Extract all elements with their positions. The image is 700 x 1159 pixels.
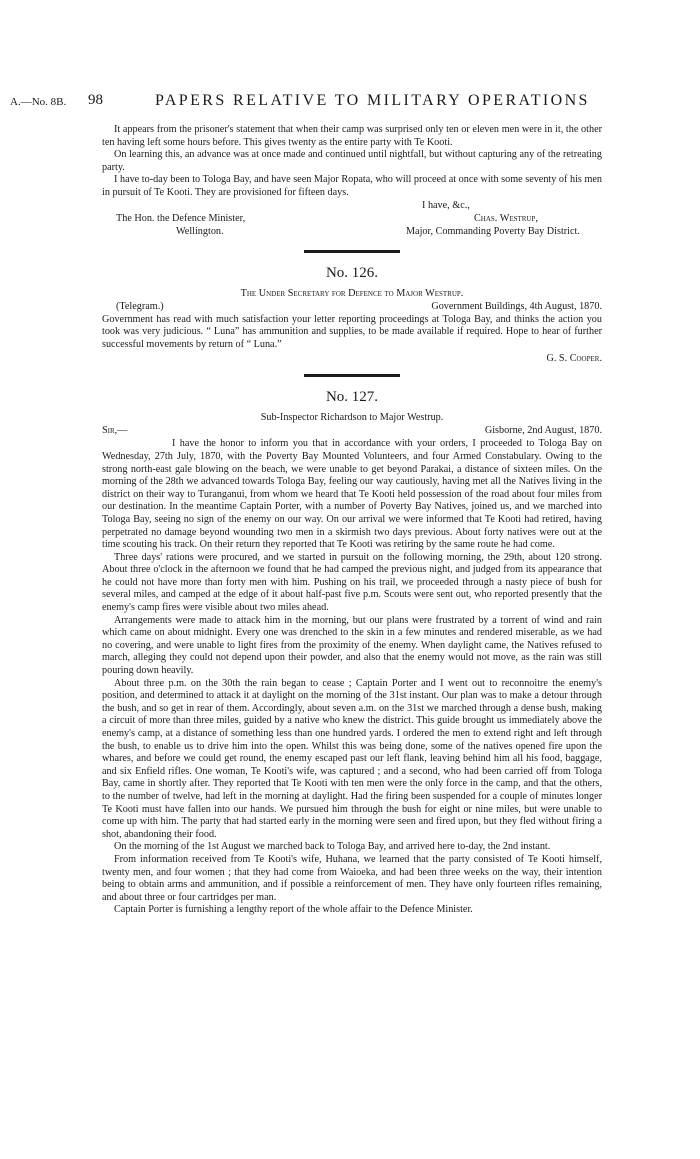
page-number: 98	[88, 92, 103, 108]
paragraph: Captain Porter is furnishing a lengthy report of the whole affair to the Defence Minister.	[114, 904, 473, 916]
signer-name: Chas. Westrup,	[474, 212, 538, 224]
paragraph: On the morning of the 1st August we marched back to Tologa Bay, and arrived here to-day, the 2nd instant.	[114, 841, 551, 853]
heading-row	[102, 301, 602, 314]
document-subtitle: The Under Secretary for Defence to Major Westrup.	[240, 287, 464, 299]
closing: I have, &c.,	[422, 199, 470, 211]
paragraph: I have the honor to inform you that in accordance with your orders, I proceeded to Tologa Bay on Wednesday, 27th July, 1870, with the Poverty Bay Mounted Volunteers, and four Armed Constabulary. Owing to the strong north-east gale blowing on the beach, we were unable to get beyond Parakai, a distance of sixteen miles. On the morning of the 28th we advanced towards Tologa Bay, feeling our way cautiously, having met all the Natives living in the district on their way to Turanganui, from whom we heard that Te Kooti held possession of the road about four miles from our destination. In the meantime Captain Porter, with a number of Poverty Bay Natives, joined us, and we marched into Tologa Bay, seeing no sign of the enemy on our way. On our arrival we were informed that Te Kooti had retired, having perpetrated no damage beyond wounding two men in a skirmish two days previous. About forty natives were out at the time scouting his track. On their return they reported that Te Kooti was retiring by the same route he had come.	[102, 438, 602, 551]
addressee-line: Wellington.	[176, 225, 224, 237]
document-subtitle: Sub-Inspector Richardson to Major Westrup.	[260, 412, 444, 424]
document-number: No. 126.	[325, 264, 379, 281]
document-body	[102, 124, 602, 917]
paragraph: Government has read with much satisfaction your letter reporting proceedings at Tologa Bay, and thinks the action you took was very judicious. “ Luna” has ammunition and supplies, to be made available if required. Hope to hear of further successful movements by return of “ Luna.”	[102, 313, 602, 350]
section-divider	[304, 374, 400, 377]
signer-name: G. S. Cooper.	[546, 353, 602, 365]
letter-127	[102, 389, 602, 917]
paragraph: From information received from Te Kooti's wife, Huhana, we learned that the party consisted of Te Kooti himself, twenty men, and four women ; that they had come from Waioeka, and had been three weeks on the way, their intention being to obtain arms and ammunition, and if possible a reinforcement of men. They have only fourteen rifles remaining, and about three or four cartridges per man.	[102, 853, 602, 903]
signature-block	[102, 200, 602, 250]
place-date: Gisborne, 2nd August, 1870.	[484, 425, 602, 437]
document-reference: A.—No. 8B.	[10, 96, 67, 108]
paragraph: On learning this, an advance was at once made and continued until nightfall, but without capturing any of the retreating party.	[102, 149, 602, 173]
paragraph: Arrangements were made to attack him in the morning, but our plans were frustrated by a torrent of wind and rain which came on about midnight. Every one was drenched to the skin in a few minutes and rendered miserable, as we had no covering, and were unable to light fires from the proximity of the enemy. When daylight came, the Natives refused to march, alleging they could not depend upon their powder, and also that the enemy would not move, as the rain was still pouring down heavily.	[102, 614, 602, 677]
place-date: Government Buildings, 4th August, 1870.	[431, 300, 602, 312]
document-kind: (Telegram.)	[116, 300, 164, 312]
heading-row	[102, 425, 602, 438]
salutation: Sir,—	[102, 425, 128, 437]
letter-125-continuation	[102, 124, 602, 250]
addressee-line: The Hon. the Defence Minister,	[116, 212, 246, 224]
letter-126	[102, 265, 602, 365]
paragraph: It appears from the prisoner's statement that when their camp was surprised only ten or eleven men were in it, the other ten having left some hours before. This gives twenty as the entire party with Te Kooti.	[102, 124, 602, 148]
paragraph: About three p.m. on the 30th the rain began to cease ; Captain Porter and I went out to reconnoitre the enemy's position, and determined to attack it at daylight on the morning of the 31st instant. Our plan was to make a detour through the bush, and so get in rear of them. Accordingly, about seven a.m. on the 31st we marched through a dense bush, making a circuit of more than three miles, guided by a native who knew the district. This guide brought us immediately above the enemy's camp, at a distance of something less than one hundred yards. I ordered the men to extend right and left through the bush, to enable us to drive him into the open. Whilst this was being done, some of the natives opened fire upon the whares, and before we could get round, the enemy escaped past our left flank, leaving behind him all his food, baggage, and six Enfield rifles. One woman, Te Kooti's wife, was captured ; and a second, who had been carried off from Tologa Bay, came in shortly after. They reported that Te Kooti with ten men were the only force in the camp, and that the others, to the number of twelve, had left in the morning at daylight. Had the firing been suspended for a couple of minutes longer Te Kooti must have fallen into our hands. We pursued him through the bush for eight or nine miles, but were unable to come up with him. The party that had started early in the morning were seen and fired upon, but they fled without firing a shot, abandoning their food.	[102, 677, 602, 840]
paragraph: Three days' rations were procured, and we started in pursuit on the following morning, the 29th, about 120 strong. About three o'clock in the afternoon we found that he had camped the previous night, and judged from its appearance that he could not have more than forty men with him. Pushing on his trail, we proceeded through a nasty piece of bush for several miles, and camped at the edge of it about half-past five p.m. Scouts were sent out, who reported presently that the enemy's camp fires were visible about two miles ahead.	[102, 551, 602, 614]
signer-title: Major, Commanding Poverty Bay District.	[406, 225, 580, 237]
running-title: PAPERS RELATIVE TO MILITARY OPERATIONS	[155, 92, 590, 109]
document-number: No. 127.	[325, 389, 379, 406]
section-divider	[304, 250, 400, 253]
page-header	[10, 92, 690, 112]
paragraph: I have to-day been to Tologa Bay, and have seen Major Ropata, who will proceed at once with some seventy of his men in pursuit of Te Kooti. They are provisioned for fifteen days.	[102, 174, 602, 198]
